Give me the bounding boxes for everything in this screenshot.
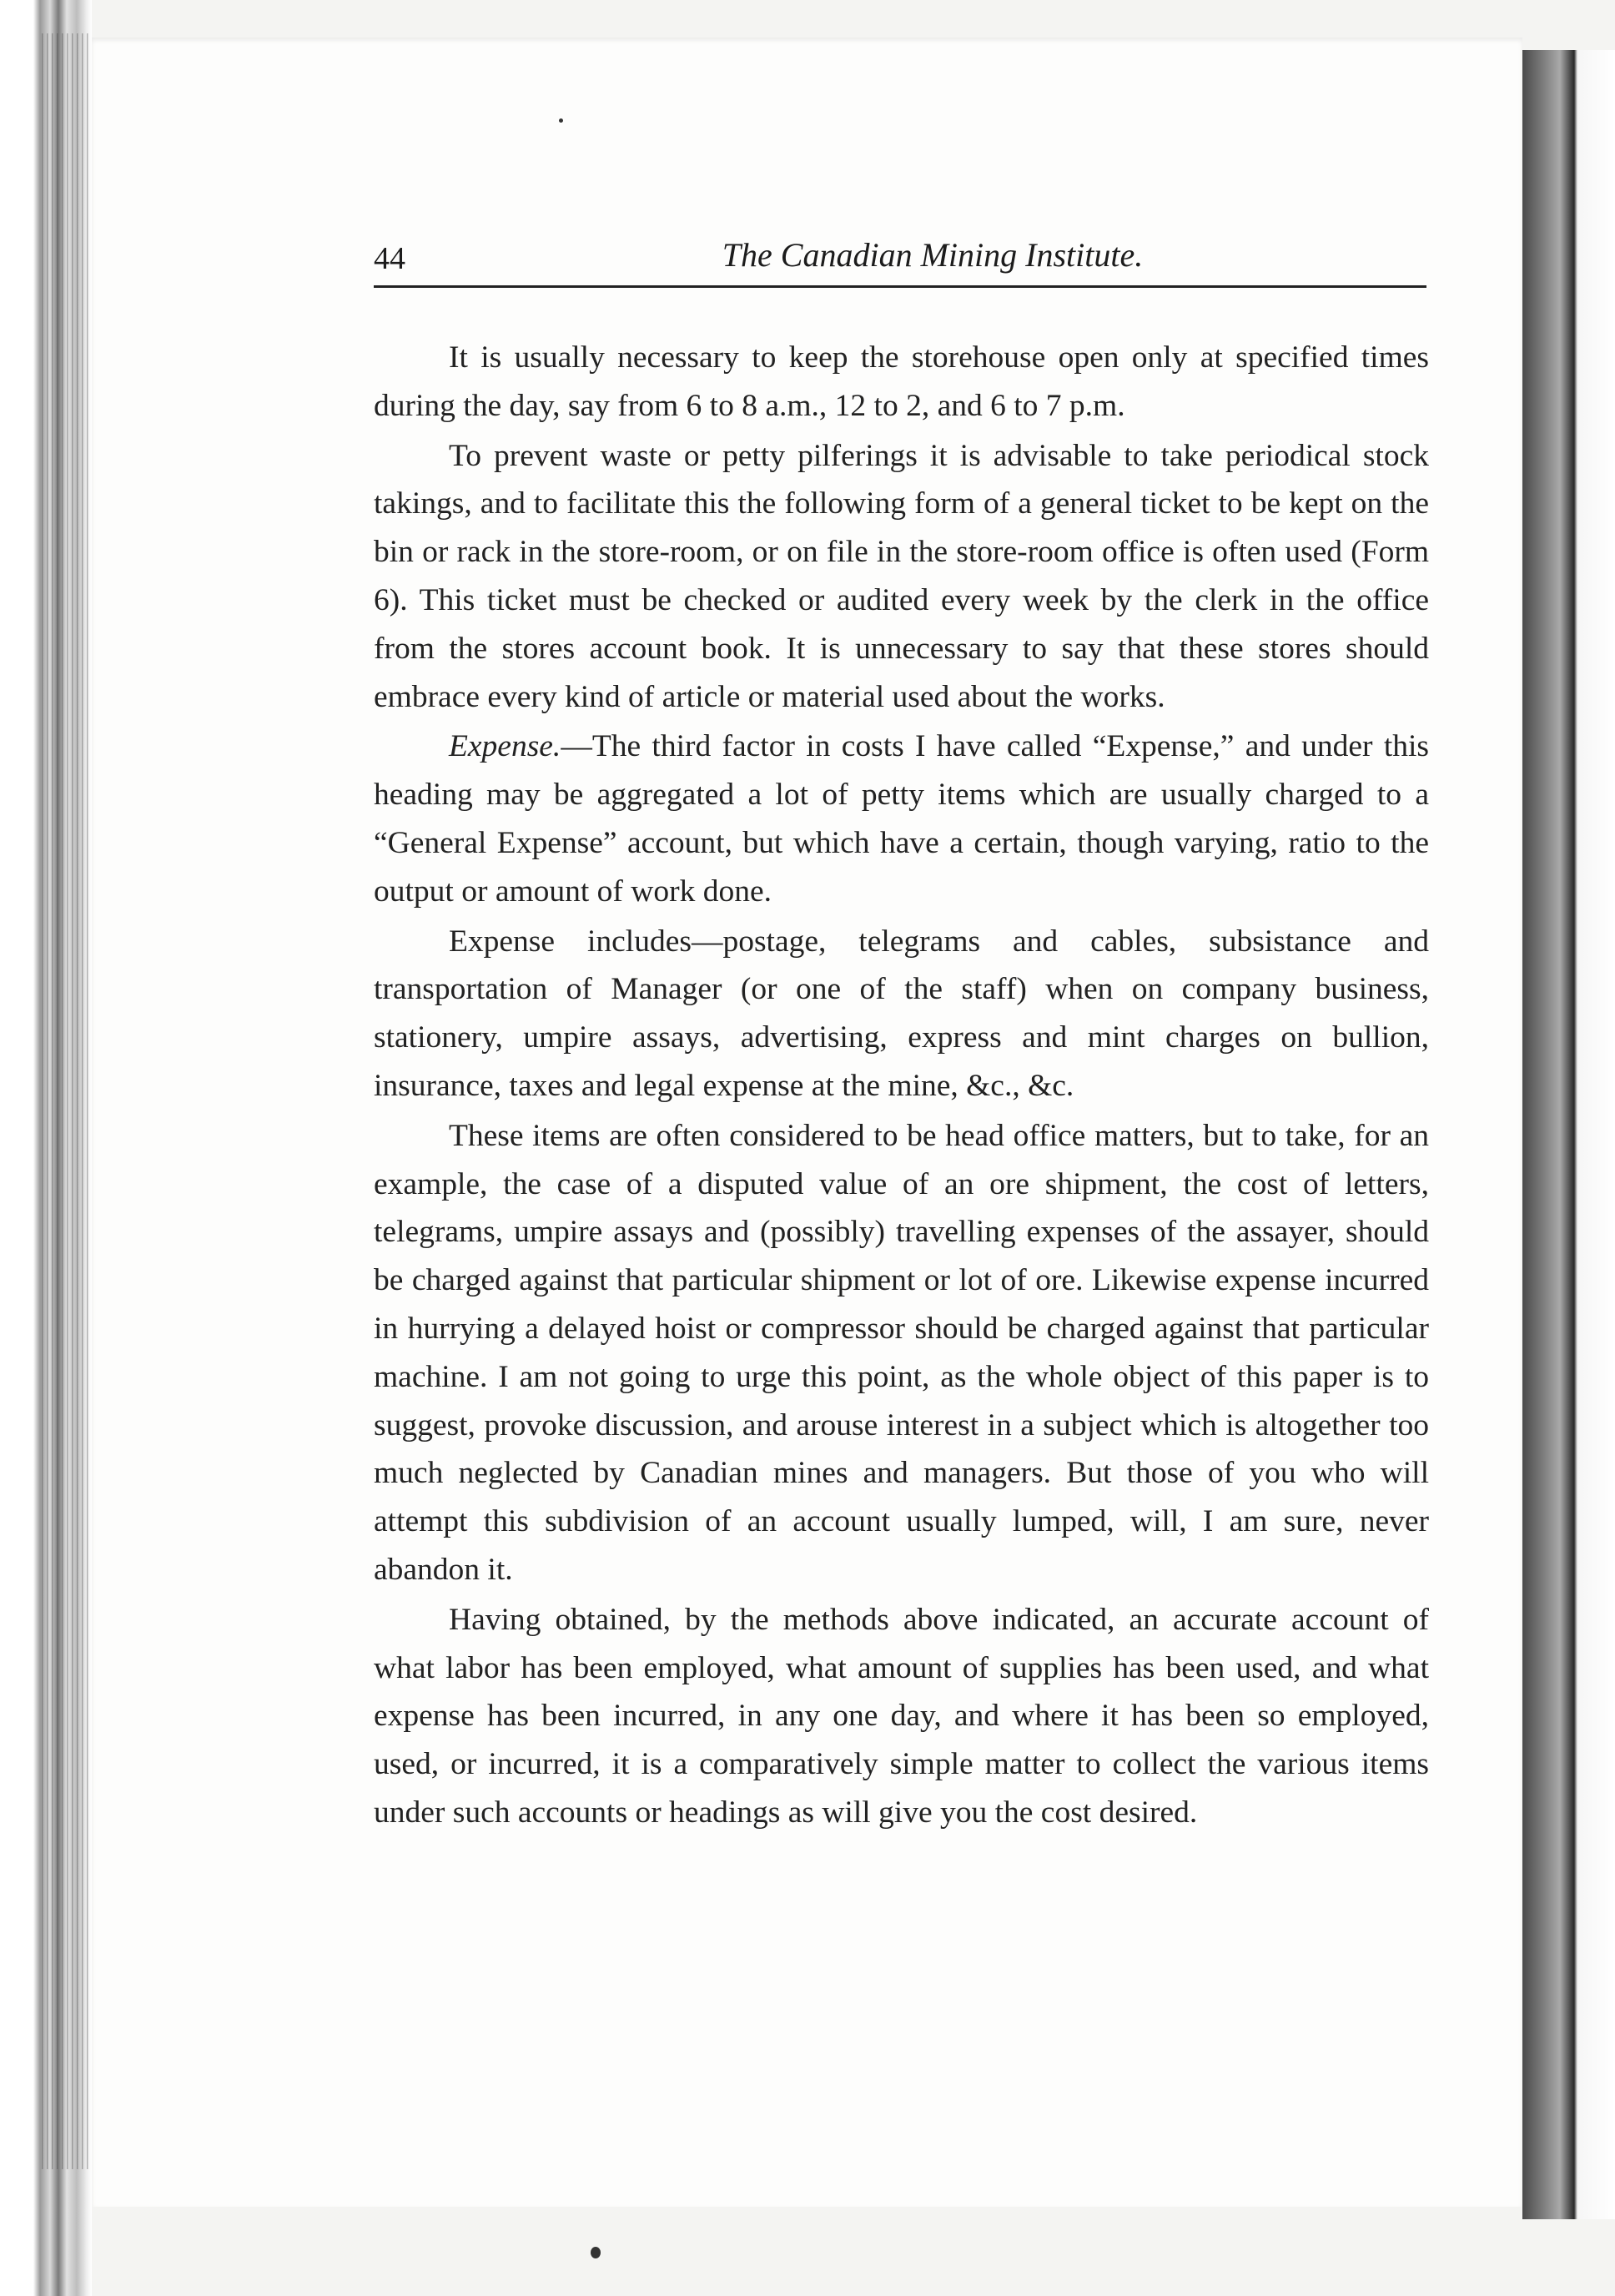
page-number: 44 — [374, 241, 405, 276]
paragraph-expense-text: —The third factor in costs I have called “Expense,” and under this heading may be aggregated a lot of petty items which are usually charged to a “General Expense” account, but which have a certain, though varying, ratio to the output or amount of work done. — [374, 729, 1429, 909]
scan-speck — [559, 118, 563, 123]
paragraph-stock-takings: To prevent waste or petty pilferings it is advisable to take periodical stock takings, and to facilitate this the following form of a general ticket to be kept on the bin or rack in the store-room, or on file in the store-room office is often used (Form 6). This ticket must be checked or audited every week by the clerk in the office from the stores account book. It is unnecessary to say that these stores should embrace every kind of article or material used about the works. — [374, 438, 1429, 714]
book-spine-shadow — [1522, 50, 1615, 2219]
running-head: The Canadian Mining Institute. — [722, 236, 1144, 274]
paragraph-conclusion: Having obtained, by the methods above indicated, an accurate account of what labor has been employed, what amount of supplies has been used, and what expense has been incurred, in any one day, and where it has been so employed, used, or incurred, it is a comparatively simple matter to collect the various items under such accounts or headings as will give you the cost desired. — [374, 1602, 1429, 1830]
paragraph-storehouse-hours: It is usually necessary to keep the storehouse open only at specified times during the day, say from 6 to 8 a.m., 12 to 2, and 6 to 7 p.m. — [374, 340, 1429, 423]
section-lead-expense: Expense. — [449, 729, 561, 764]
body-text — [374, 334, 1429, 1837]
scan-speck — [591, 2247, 601, 2258]
paragraph-expense-definition — [374, 723, 1429, 915]
page-stack-lines — [42, 33, 92, 2169]
paragraph-head-office-matters: These items are often considered to be head office matters, but to take, for an example, the case of a disputed value of an ore shipment, the cost of letters, telegrams, umpire assays and (possibly) travelling expenses of the assayer, should be charged against that particular shipment or lot of ore. Likewise expense incurred in hurrying a delayed hoist or compressor should be charged against that particular machine. I am not going to urge this point, as the whole object of this paper is to suggest, provoke discussion, and arouse interest in a subject which is altogether too much neglected by Canadian mines and managers. But those of you who will attempt this subdivision of an account usually lumped, will, I am sure, never abandon it. — [374, 1118, 1429, 1587]
page-header — [374, 235, 1426, 288]
paragraph-expense-includes: Expense includes—postage, telegrams and cables, subsistance and transportation of Manager (or one of the staff) when on company business, stationery, umpire assays, advertising, express and mint charges on bullion, insurance, taxes and legal expense at the mine, &c., &c. — [374, 924, 1429, 1103]
